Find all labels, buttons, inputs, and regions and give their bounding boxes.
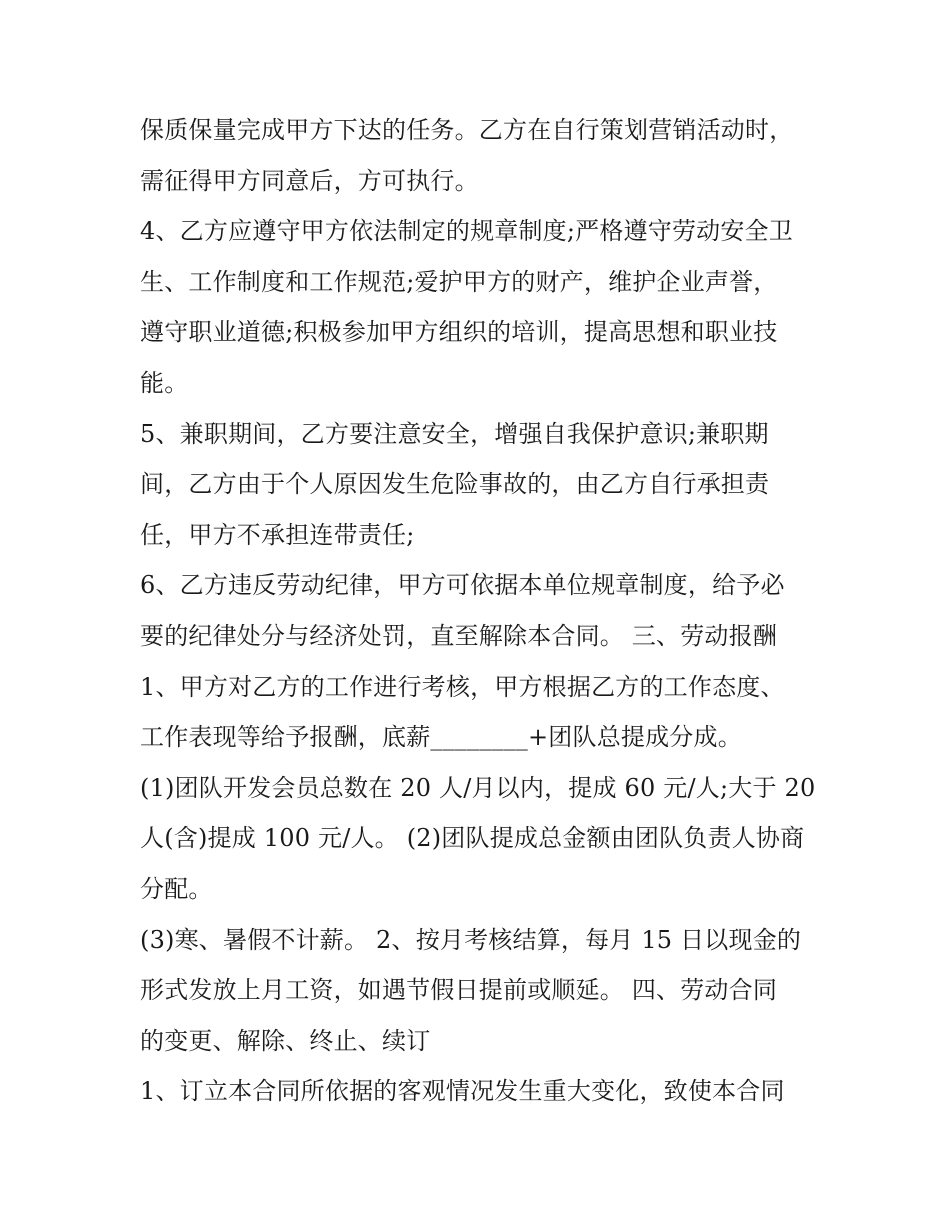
text-line: 需征得甲方同意后，方可执行。 [140,166,479,195]
text-line: 工作表现等给予报酬，底薪________+团队总提成分成。 [140,723,742,752]
text-line: 能。 [140,368,189,397]
text-line: 6、乙方违反劳动纪律，甲方可依据本单位规章制度，给予必 [140,571,785,600]
text-line: 5、兼职期间，乙方要注意安全，增强自我保护意识;兼职期 [140,419,769,448]
text-line: 间，乙方由于个人原因发生危险事故的，由乙方自行承担责 [140,470,770,499]
text-line: 人(含)提成 100 元/人。 (2)团队提成总金额由团队负责人协商 [140,824,805,853]
text-line: 要的纪律处分与经济处罚，直至解除本合同。 三、劳动报酬 [140,621,778,650]
text-line: 4、乙方应遵守甲方依法制定的规章制度;严格遵守劳动安全卫 [140,217,793,246]
text-line: 生、工作制度和工作规范;爱护甲方的财产，维护企业声誉， [140,267,778,296]
text-line: 保质保量完成甲方下达的任务。乙方在自行策划营销活动时， [140,116,794,144]
text-line: 形式发放上月工资，如遇节假日提前或顺延。 四、劳动合同 [140,976,778,1005]
text-line: (3)寒、暑假不计薪。 2、按月考核结算，每月 15 日以现金的 [140,925,802,954]
text-line: 任，甲方不承担连带责任; [140,520,415,549]
contract-body-text [140,105,816,1117]
text-line: 1、订立本合同所依据的客观情况发生重大变化，致使本合同 [140,1077,785,1106]
text-line: 1、甲方对乙方的工作进行考核，甲方根据乙方的工作态度、 [140,672,785,701]
text-line: 分配。 [140,874,213,903]
text-line: 遵守职业道德;积极参加甲方组织的培训，提高思想和职业技 [140,318,778,347]
text-line: (1)团队开发会员总数在 20 人/月以内，提成 60 元/人;大于 20 [140,773,816,802]
text-line: 的变更、解除、终止、续订 [140,1026,431,1055]
